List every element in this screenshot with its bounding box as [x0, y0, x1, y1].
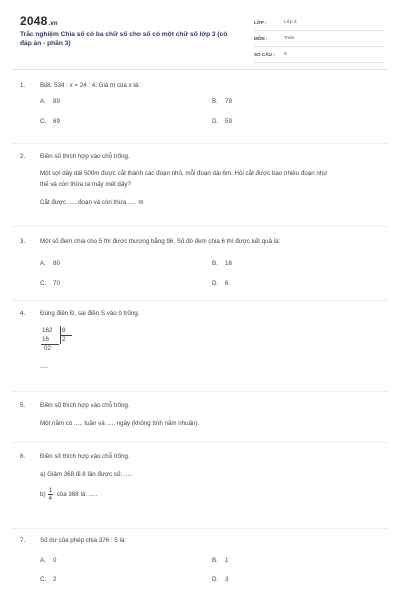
option-d[interactable]	[212, 576, 228, 583]
question-5	[20, 402, 390, 429]
option-a[interactable]	[40, 98, 60, 105]
meta-label: MÔN :	[254, 36, 268, 41]
option-b[interactable]	[212, 98, 232, 105]
question-6	[20, 453, 390, 502]
partial-product: 16	[42, 336, 49, 343]
option-text: 1	[225, 557, 229, 564]
meta-value: 9	[284, 52, 287, 57]
question-1	[20, 82, 390, 126]
divisor: 8	[62, 327, 66, 334]
question-stem	[20, 453, 390, 461]
question-7	[20, 537, 390, 585]
option-text: 70	[53, 280, 60, 287]
question-divider	[12, 442, 388, 443]
question-number: 1.	[20, 82, 26, 89]
meta-value: Toán	[284, 36, 295, 41]
answer-options	[20, 260, 390, 288]
fraction-suffix: của 368 là: .....	[56, 491, 98, 499]
logo-main-text: 2048	[20, 14, 48, 28]
option-b[interactable]	[212, 557, 228, 564]
option-letter: A.	[40, 260, 46, 267]
option-letter: D.	[212, 280, 219, 287]
question-divider	[12, 528, 388, 529]
answer-blank[interactable]: .....	[40, 363, 49, 370]
question-stem	[20, 402, 390, 410]
option-letter: C.	[40, 576, 47, 583]
meta-value: Lớp 3	[284, 20, 297, 25]
option-text: 16	[225, 260, 232, 267]
long-division	[40, 327, 80, 370]
option-letter: B.	[212, 98, 218, 105]
option-a[interactable]	[40, 557, 56, 564]
question-number: 7.	[20, 537, 26, 544]
question-text: Điền số thích hợp vào chỗ trống.	[40, 402, 130, 409]
option-text: 0	[53, 557, 57, 564]
option-text: 2	[53, 576, 57, 583]
quotient: 2	[62, 336, 66, 343]
question-divider	[12, 300, 388, 301]
option-text: 79	[225, 98, 232, 105]
option-c[interactable]	[40, 576, 56, 583]
option-text: 3	[225, 576, 229, 583]
question-3	[20, 238, 390, 288]
question-text: Một số đem chia cho 5 thì được thương bằng 96. Số đó đem chia 6 thì được kết quả là:	[40, 238, 281, 245]
question-answer-line: Cắt được ..... đoạn và còn thừa ..... m	[40, 199, 144, 206]
option-b[interactable]	[212, 260, 232, 267]
part-label: b)	[40, 491, 46, 499]
option-a[interactable]	[40, 260, 60, 267]
option-d[interactable]	[212, 280, 228, 287]
question-stem	[20, 238, 390, 246]
header-divider	[12, 69, 388, 70]
option-letter: A.	[40, 98, 46, 105]
question-4	[20, 310, 390, 370]
option-text: 59	[225, 118, 232, 125]
option-letter: B.	[212, 260, 218, 267]
question-text: Điền số thích hợp vào chỗ trống.	[40, 153, 130, 160]
question-number: 5.	[20, 402, 26, 409]
question-stem	[20, 153, 390, 161]
dividend: 162	[42, 327, 53, 334]
question-body-text: Một sợi dây dài 500m được cắt thành các đoạn nhỏ, mỗi đoạn dài 6m. Hỏi cắt được bao nhiêu đoạn như thế và còn thừa ra mấy mét dây?	[40, 170, 328, 188]
option-text: 69	[53, 118, 60, 125]
option-d[interactable]	[212, 118, 232, 125]
site-logo[interactable]	[20, 14, 58, 28]
question-text: Điền số thích hợp vào chỗ trống.	[40, 453, 130, 460]
option-letter: D.	[212, 118, 219, 125]
question-answer-line: a) Giảm 368 đi 8 lần được số: .....	[40, 471, 133, 478]
option-letter: B.	[212, 557, 218, 564]
meta-label: SỐ CÂU :	[254, 52, 275, 57]
meta-row-count	[254, 47, 384, 63]
question-divider	[12, 391, 388, 392]
answer-options	[20, 557, 390, 585]
question-stem	[20, 310, 390, 318]
logo-suffix-text: .vn	[48, 21, 58, 27]
question-number: 3.	[20, 238, 26, 245]
question-divider	[12, 143, 388, 144]
question-number: 6.	[20, 453, 26, 460]
question-answer-line: Một năm có ..... tuần và ..... ngày (không tính năm nhuận).	[40, 420, 200, 427]
option-letter: D.	[212, 576, 219, 583]
question-number: 2.	[20, 153, 26, 160]
page-title: Trắc nghiệm Chia số có ba chữ số cho số có một chữ số lớp 3 (có đáp án - phần 3)	[20, 31, 228, 47]
option-c[interactable]	[40, 118, 60, 125]
meta-info	[254, 15, 384, 63]
question-2	[20, 153, 390, 208]
fraction-line	[40, 487, 390, 502]
option-letter: C.	[40, 280, 47, 287]
meta-row-class	[254, 15, 384, 31]
question-number: 4.	[20, 310, 26, 317]
option-text: 6	[225, 280, 229, 287]
question-divider	[12, 226, 388, 227]
remainder: 02	[44, 345, 51, 352]
option-text: 89	[53, 98, 60, 105]
question-stem	[20, 82, 390, 90]
question-text: Biết: 534 : x = 24 : 4. Giá trị của x là:	[40, 82, 140, 89]
meta-row-subject	[254, 31, 384, 47]
option-letter: A.	[40, 557, 46, 564]
question-text: Số dư của phép chia 376 : 5 là:	[40, 537, 127, 544]
option-text: 80	[53, 260, 60, 267]
fraction-numerator: 1	[48, 487, 52, 494]
option-c[interactable]	[40, 280, 60, 287]
answer-options	[20, 98, 390, 126]
question-text: Đúng điền Đ, sai điền S vào ô trống.	[40, 310, 140, 317]
option-letter: C.	[40, 118, 47, 125]
fraction	[48, 487, 53, 502]
fraction-denominator: 4	[48, 495, 52, 502]
meta-label: LỚP :	[254, 20, 267, 25]
question-stem	[20, 537, 390, 545]
